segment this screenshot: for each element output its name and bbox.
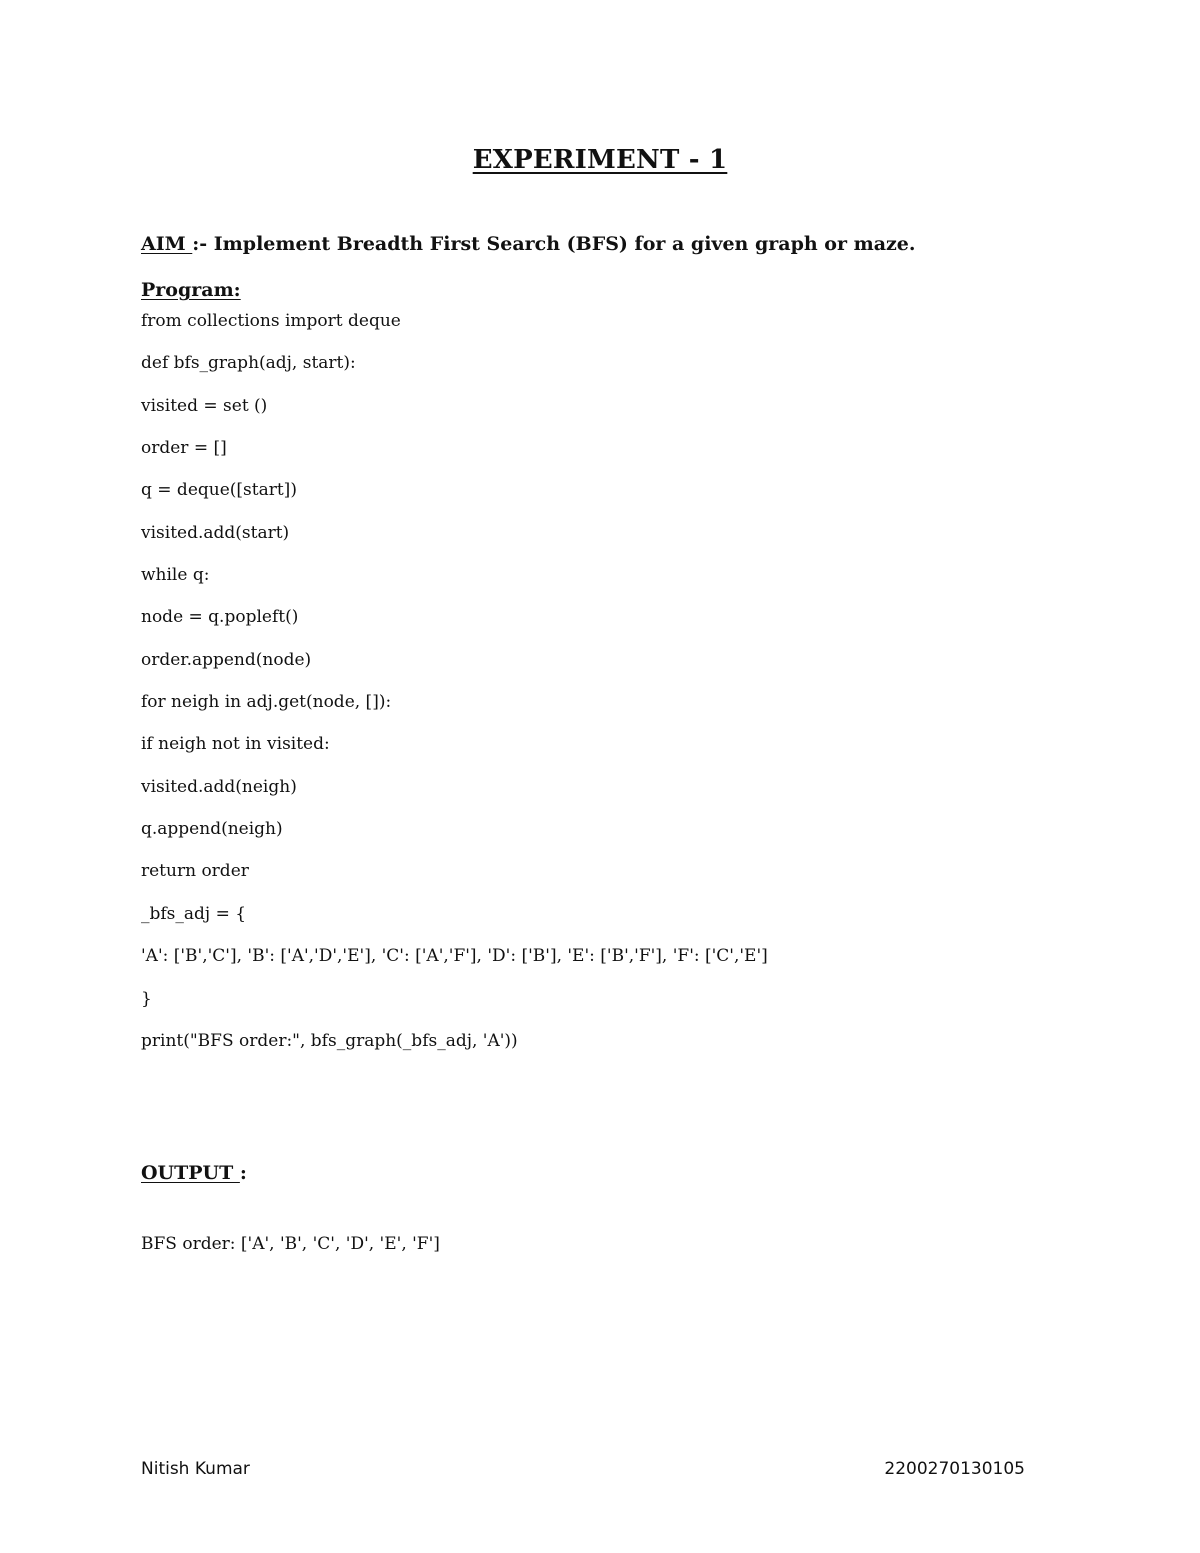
output-suffix: :: [239, 1162, 247, 1184]
program-heading: Program:: [141, 279, 241, 301]
code-line: return order: [141, 861, 249, 882]
aim-line: [141, 233, 916, 255]
output-result: BFS order: ['A', 'B', 'C', 'D', 'E', 'F']: [141, 1234, 440, 1254]
code-line: order.append(node): [141, 649, 312, 670]
code-line: visited.add(start): [141, 522, 290, 543]
footer-roll-number: 2200270130105: [884, 1459, 1025, 1479]
code-line: visited = set (): [141, 395, 268, 416]
program-code: [141, 308, 768, 1070]
output-label: OUTPUT: [141, 1162, 240, 1184]
code-line: order = []: [141, 438, 227, 459]
code-line: print("BFS order:", bfs_graph(_bfs_adj, 'A')): [141, 1030, 518, 1051]
code-line: for neigh in adj.get(node, []):: [141, 692, 392, 713]
code-line: if neigh not in visited:: [141, 734, 330, 755]
code-line: node = q.popleft(): [141, 607, 299, 628]
code-line: _bfs_adj = {: [141, 903, 247, 924]
code-line: def bfs_graph(adj, start):: [141, 353, 356, 374]
code-line: 'A': ['B','C'], 'B': ['A','D','E'], 'C': ['A','F'], 'D': ['B'], 'E': ['B','F'], 'F': ['C','E']: [141, 946, 768, 967]
output-heading: [141, 1162, 247, 1184]
footer-author-name: Nitish Kumar: [141, 1459, 250, 1479]
code-line: }: [141, 988, 152, 1009]
code-line: q.append(neigh): [141, 819, 283, 840]
aim-label: AIM: [141, 233, 193, 255]
code-line: while q:: [141, 565, 210, 586]
aim-text: :- Implement Breadth First Search (BFS) for a given graph or maze.: [192, 233, 916, 255]
code-line: from collections import deque: [141, 311, 401, 331]
code-line: visited.add(neigh): [141, 776, 297, 797]
code-line: q = deque([start]): [141, 480, 297, 501]
experiment-title: EXPERIMENT - 1: [472, 145, 728, 175]
